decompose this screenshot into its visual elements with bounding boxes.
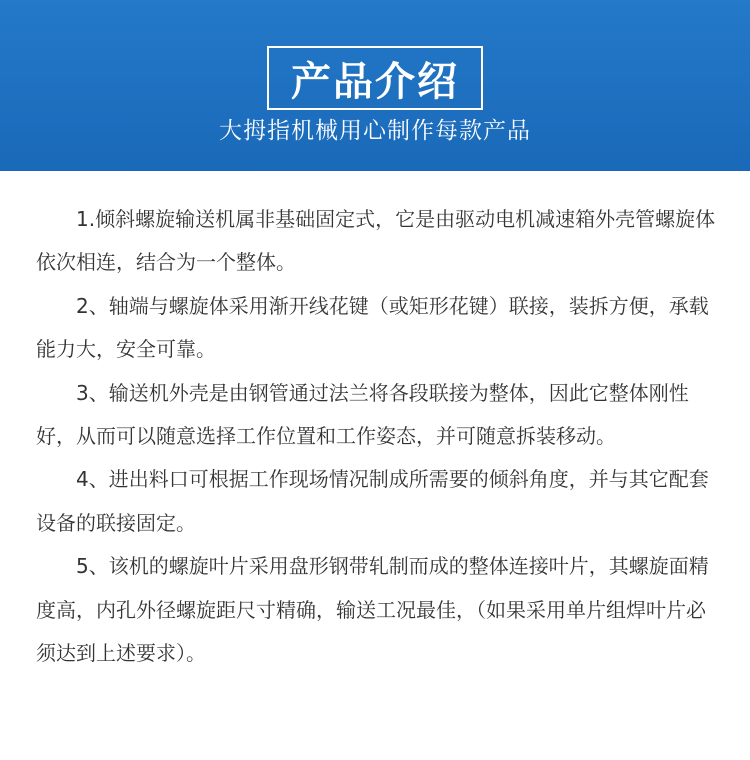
paragraph-5: 5、该机的螺旋叶片采用盘形钢带轧制而成的整体连接叶片，其螺旋面精度高，内孔外径螺旋距尺寸精确，输送工况最佳，（如果采用单片组焊叶片必须达到上述要求）。 xyxy=(36,554,709,666)
paragraph-3: 3、输送机外壳是由钢管通过法兰将各段联接为整体，因此它整体刚性好，从而可以随意选择工作位置和工作姿态，并可随意拆装移动。 xyxy=(36,380,689,449)
paragraph-4: 4、进出料口可根据工作现场情况制成所需要的倾斜角度，并与其它配套设备的联接固定。 xyxy=(36,467,709,535)
paragraph-2: 2、轴端与螺旋体采用渐开线花键（或矩形花键）联接，装拆方便，承载能力大，安全可靠。 xyxy=(36,293,709,362)
header-banner xyxy=(0,0,750,171)
page-title: 产品介绍 xyxy=(291,58,459,105)
product-description xyxy=(36,198,722,675)
paragraph-1: 1.倾斜螺旋输送机属非基础固定式，它是由驱动电机减速箱外壳管螺旋体依次相连，结合为一个整体。 xyxy=(36,207,716,275)
title-frame xyxy=(267,46,483,110)
page-subtitle: 大拇指机械用心制作每款产品 xyxy=(219,118,531,144)
